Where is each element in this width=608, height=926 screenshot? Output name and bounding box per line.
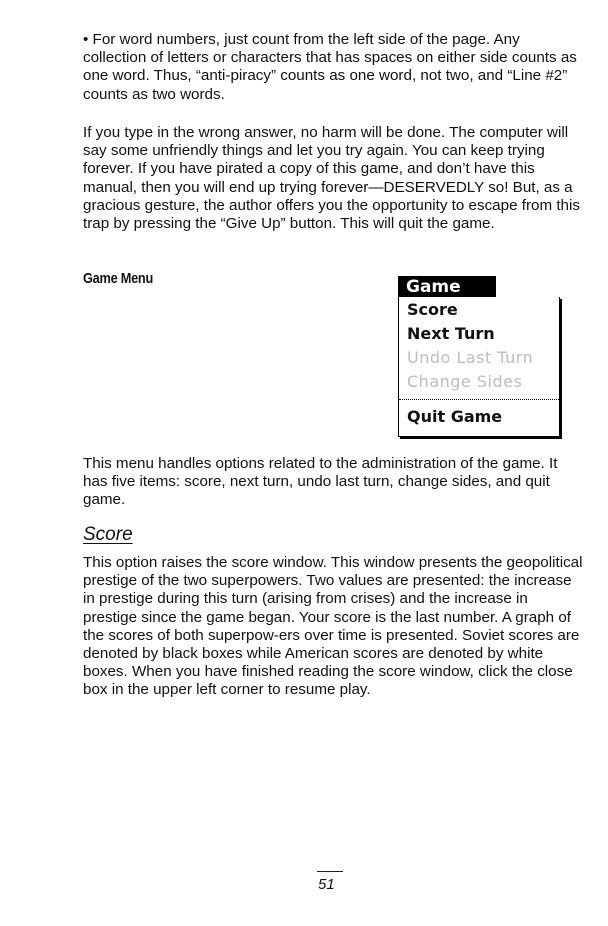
- menu-item-undo-last-turn: Undo Last Turn: [407, 348, 534, 367]
- page-number: 51: [318, 876, 335, 893]
- paragraph-menu-description: This menu handles options related to the administration of the game. It has five items: score, next turn, undo last turn, change sides, and quit game.: [83, 455, 558, 509]
- heading-score: Score: [83, 524, 133, 545]
- menu-separator: [399, 399, 559, 400]
- menu-item-quit-game[interactable]: Quit Game: [407, 407, 503, 426]
- page-number-rule: [317, 871, 343, 872]
- paragraph-score-description: This option raises the score window. This window presents the geopolitical prestige of the two superpowers. Two values are presented: the increase in prestige during this turn (arising from crises) and the increase in prestige since the game began. Your score is the last number. A graph of the scores of both superpow-ers over time is presented. Soviet scores are denoted by black boxes while American scores are denoted by white boxes. When you have finished reading the score window, click the close box in the upper left corner to resume play.: [83, 554, 583, 699]
- heading-game-menu: Game Menu: [83, 270, 153, 287]
- menu-item-next-turn[interactable]: Next Turn: [407, 324, 495, 343]
- paragraph-wrong-answer: If you type in the wrong answer, no harm will be done. The computer will say some unfriendly things and let you try again. You can keep trying forever. If you have pirated a copy of this game, and don’t have this manual, then you will end up trying forever—DESERVEDLY so! But, as a gracious gesture, the author offers you the opportunity to escape from this trap by pressing the “Give Up” button. This will quit the game.: [83, 124, 580, 233]
- menu-title-game[interactable]: Game: [398, 276, 496, 298]
- menu-item-score[interactable]: Score: [407, 300, 458, 319]
- paragraph-word-numbers: • For word numbers, just count from the left side of the page. Any collection of letters or characters that has spaces on either side counts as one word. Thus, “anti-piracy” counts as one word, not two, and “Line #2” counts as two words.: [83, 31, 577, 103]
- game-menu-dropdown: [398, 297, 560, 437]
- menu-item-change-sides: Change Sides: [407, 372, 523, 391]
